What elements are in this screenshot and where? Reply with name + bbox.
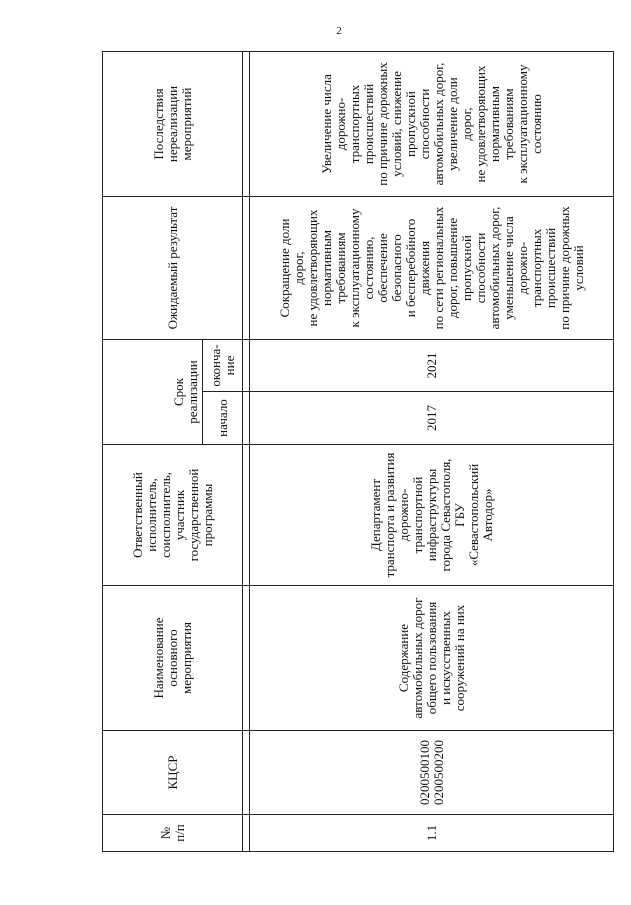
header-responsible: Ответственный исполнитель, соисполнитель, участник государственной программы (103, 445, 243, 586)
cell-start: 2017 (250, 392, 614, 445)
page-number: 2 (336, 25, 342, 37)
cell-responsible: Департамент транспорта и развития дорожно- транспортной инфраструктуры города Севастополя, ГБУ «Севастопольский Автодор» (250, 445, 614, 586)
table-row (250, 51, 614, 851)
spacer-cell (243, 51, 250, 196)
header-start: начало (203, 392, 243, 445)
header-end: оконча- ние (203, 339, 243, 391)
header-name: Наименование основного мероприятия (103, 586, 243, 731)
header-result: Ожидаемый результат (103, 196, 243, 339)
spacer-cell (243, 339, 250, 391)
spacer-cell (243, 586, 250, 731)
cell-name: Содержание автомобильных дорог общего пользования и искусственных сооружений на них (250, 586, 614, 731)
cell-end: 2021 (250, 339, 614, 391)
spacer-cell (243, 196, 250, 339)
measures-table (102, 51, 614, 852)
header-num: № п/п (103, 815, 243, 852)
header-period: Срок реализации (103, 339, 203, 444)
header-kdsr: КЦСР (103, 731, 243, 815)
cell-num: 1.1 (250, 815, 614, 852)
spacer-row (243, 51, 250, 851)
cell-consequences: Увеличение числа дорожно- транспортных происшествий по причине дорожных условий, снижение пропускной способности автомобильных дорог, увеличение доли дорог, не удовлетворяющих нормативным требованиям к эксплуатационному состоянию (250, 51, 614, 196)
header-row (103, 51, 203, 851)
spacer-cell (243, 815, 250, 852)
spacer-cell (243, 392, 250, 445)
cell-result: Сокращение доли дорог, не удовлетворяющих нормативным требованиям к эксплуатационному состоянию, обеспечение безопасного и бесперебойного движения по сети региональных дорог, повышение пропускной способности автомобильных дорог, уменьшение числа дорожно- транспортных происшествий по причине дорожных условий (250, 196, 614, 339)
spacer-cell (243, 445, 250, 586)
spacer-cell (243, 731, 250, 815)
rotated-table-container (102, 52, 614, 852)
header-consequences: Последствия нереализации мероприятий (103, 51, 243, 196)
cell-kdsr: 0200500100 0200500200 (250, 731, 614, 815)
